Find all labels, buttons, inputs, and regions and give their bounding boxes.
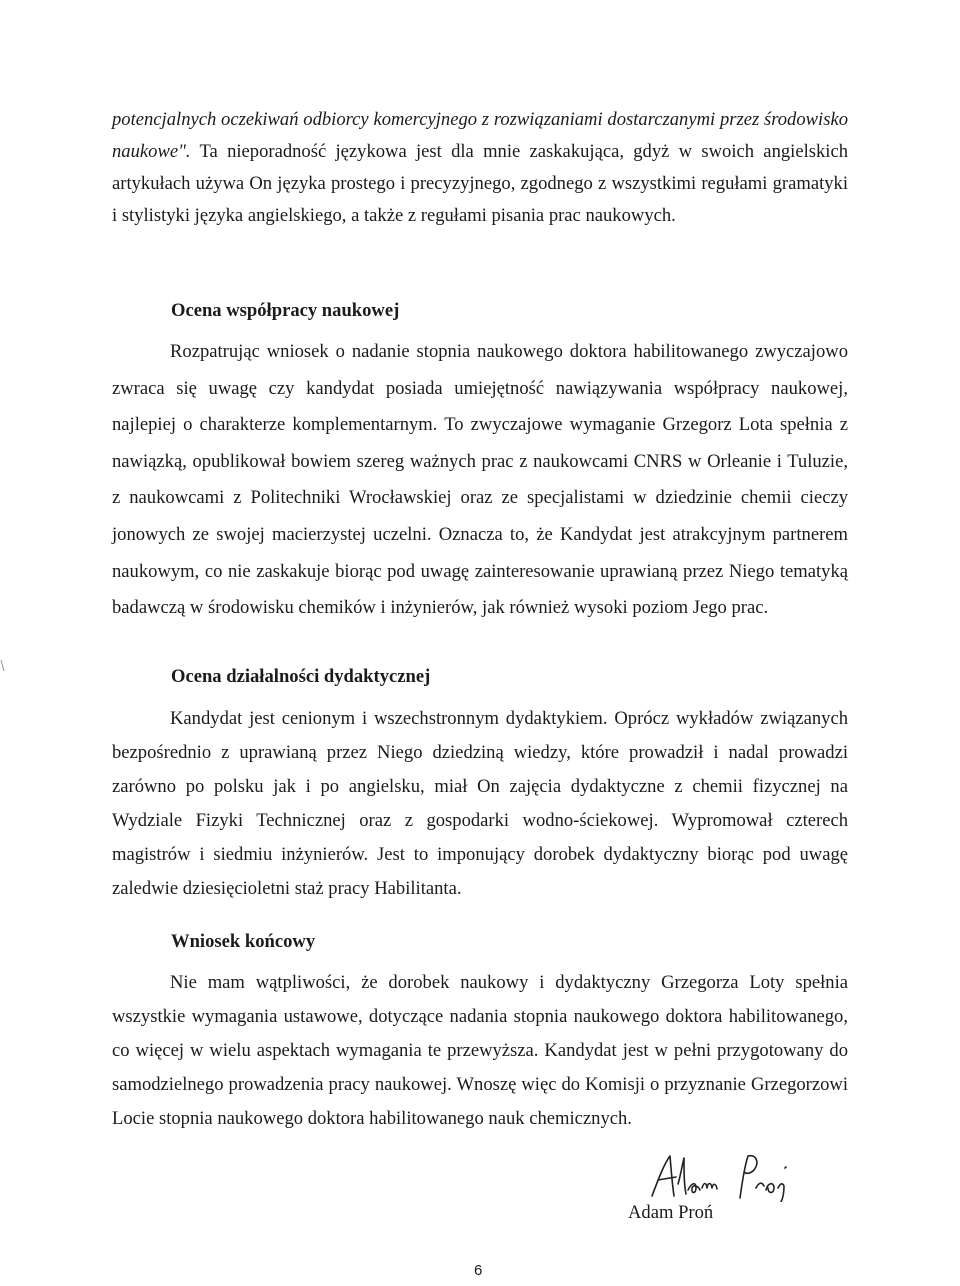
heading-conclusion: Wniosek końcowy [171,931,316,952]
signer-name: Adam Proń [628,1202,714,1223]
heading-didactic: Ocena działalności dydaktycznej [171,666,431,687]
quoted-text: potencjalnych oczekiwań odbiorcy komercyjnego z rozwiązaniami dostarczanymi przez środowisko naukowe". [112,109,848,162]
margin-mark [0,658,6,674]
heading-cooperation: Ocena współpracy naukowej [171,300,400,321]
paragraph-body: Ta nieporadność językowa jest dla mnie zaskakująca, gdyż w swoich angielskich artykułach używa On języka prostego i precyzyjnego, zgodnego z wszystkimi regułami gramatyki i stylistyki języka angielskiego, a także z regułami pisania prac naukowych. [112,141,848,226]
page-number: 6 [474,1262,483,1279]
handwritten-signature [644,1150,824,1202]
paragraph-cooperation: Rozpatrując wniosek o nadanie stopnia naukowego doktora habilitowanego zwyczajowo zwraca się uwagę czy kandydat posiada umiejętność nawiązywania współpracy naukowej, najlepiej o charakterze komplementarnym. To zwyczajowe wymaganie Grzegorz Lota spełnia z nawiązką, opublikował bowiem szereg ważnych prac z naukowcami CNRS w Orleanie i Tuluzie, z naukowcami z Politechniki Wrocławskiej oraz ze specjalistami w dziedzinie chemii cieczy jonowych ze swojej macierzystej uczelni. Oznacza to, że Kandydat jest atrakcyjnym partnerem naukowym, co nie zaskakuje biorąc pod uwagę zainteresowanie uprawianą przez Niego tematyką badawczą w środowisku chemików i inżynierów, jak również wysoki poziom Jego prac. [112,341,848,619]
paragraph-didactic: Kandydat jest cenionym i wszechstronnym dydaktykiem. Oprócz wykładów związanych bezpośrednio z uprawianą przez Niego dziedziną wiedzy, które prowadził i nadal prowadzi zarówno po polsku jak i po angielsku, miał On zajęcia dydaktyczne z chemii fizycznej na Wydziale Fizyki Technicznej oraz z gospodarki wodno-ściekowej. Wypromował czterech magistrów i siedmiu inżynierów. Jest to imponujący dorobek dydaktyczny biorąc pod uwagę zaledwie dziesięcioletni staż pracy Habilitanta. [112,708,848,899]
paragraph-conclusion: Nie mam wątpliwości, że dorobek naukowy i dydaktyczny Grzegorza Loty spełnia wszystkie wymagania ustawowe, dotyczące nadania stopnia naukowego doktora habilitowanego, co więcej w wielu aspektach wymagania te przewyższa. Kandydat jest w pełni przygotowany do samodzielnego prowadzenia pracy naukowej. Wnoszę więc do Komisji o przyznanie Grzegorzowi Locie stopnia naukowego doktora habilitowanego nauk chemicznych. [112,972,848,1129]
paragraph-language-remark [112,104,848,232]
signature-icon [644,1150,824,1202]
